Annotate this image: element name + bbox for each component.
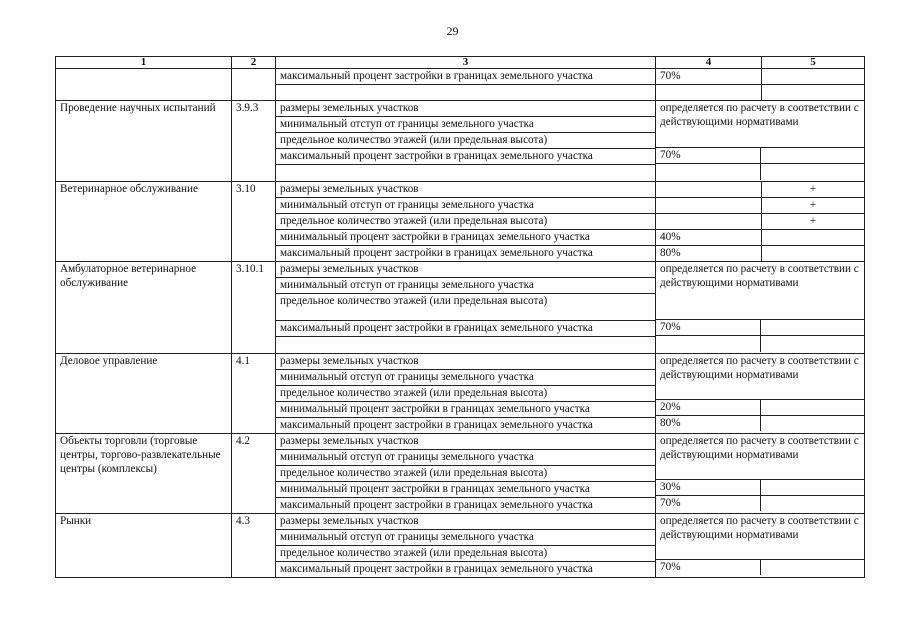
table-row — [56, 182, 865, 262]
param-setback: минимальный отступ от границы земельного участка — [276, 198, 655, 214]
use-name — [56, 69, 232, 101]
header-row — [56, 57, 865, 69]
header-col-5: 5 — [810, 57, 816, 68]
use-code: 3.9.3 — [232, 101, 276, 182]
table-row — [56, 69, 865, 101]
value-max-pct: 70% — [656, 69, 762, 85]
regulations-table-container — [55, 56, 864, 578]
header-col-1: 1 — [56, 57, 232, 69]
param-size: размеры земельных участков — [276, 182, 655, 198]
regulations-table — [55, 56, 865, 578]
params-cell — [276, 101, 656, 182]
calc-text: определяется по расчету в соответствии с действующими нормативами — [656, 514, 864, 560]
params-cell — [276, 262, 656, 354]
param-max-pct: максимальный процент застройки в границах земельного участка — [280, 563, 593, 575]
params-cell — [276, 182, 656, 262]
param-floors: предельное количество этажей (или предельная высота) — [276, 466, 655, 482]
calc-text: определяется по расчету в соответствии с действующими нормативами — [656, 354, 864, 400]
use-code: 3.10 — [232, 182, 276, 262]
param-setback: минимальный отступ от границы земельного участка — [276, 530, 655, 546]
use-name: Рынки — [56, 514, 232, 578]
value-max-pct: 70% — [656, 148, 760, 164]
use-name: Ветеринарное обслуживание — [56, 182, 232, 262]
values-cell — [656, 69, 865, 101]
param-max-pct: максимальный процент застройки в границах земельного участка — [280, 499, 593, 511]
use-code: 3.10.1 — [232, 262, 276, 354]
use-name: Деловое управление — [56, 354, 232, 434]
param-min-pct: минимальный процент застройки в границах земельного участка — [276, 402, 655, 418]
param-floors: предельное количество этажей (или предельная высота) — [276, 386, 655, 402]
calc-text: определяется по расчету в соответствии с действующими нормативами — [656, 101, 864, 148]
param-size: размеры земельных участков — [276, 101, 655, 117]
param-size: размеры земельных участков — [276, 434, 655, 450]
use-code: 4.1 — [232, 354, 276, 434]
param-floors: предельное количество этажей (или предельная высота) — [276, 214, 655, 230]
value-min-pct: 30% — [656, 480, 760, 496]
param-size: размеры земельных участков — [276, 262, 655, 278]
values-cell — [656, 434, 865, 514]
param-size: размеры земельных участков — [276, 514, 655, 530]
value-max-pct: 70% — [656, 320, 760, 336]
params-cell — [276, 434, 656, 514]
param-max-pct: максимальный процент застройки в границах земельного участка — [280, 247, 593, 259]
params-cell — [276, 69, 656, 101]
value-plus: + — [762, 198, 865, 214]
header-col-45 — [656, 57, 865, 69]
calc-text: определяется по расчету в соответствии с действующими нормативами — [656, 434, 864, 480]
param-max-pct: максимальный процент застройки в границах земельного участка — [276, 321, 655, 337]
param-floors: предельное количество этажей (или предельная высота) — [276, 133, 655, 149]
value-plus: + — [762, 182, 865, 198]
values-cell — [656, 514, 865, 578]
param-max-pct: максимальный процент застройки в границах земельного участка — [276, 149, 655, 165]
values-cell — [656, 182, 865, 262]
param-max-pct: максимальный процент застройки в границах земельного участка — [280, 419, 593, 431]
param-setback: минимальный отступ от границы земельного участка — [276, 278, 655, 294]
value-max-pct: 70% — [656, 560, 760, 576]
param-setback: минимальный отступ от границы земельного участка — [276, 370, 655, 386]
value-min-pct: 20% — [656, 400, 760, 416]
param-floors: предельное количество этажей (или предельная высота) — [276, 546, 655, 562]
table-row — [56, 262, 865, 354]
use-code: 4.2 — [232, 434, 276, 514]
table-row — [56, 354, 865, 434]
value-max-pct: 80% — [656, 246, 762, 262]
param-size: размеры земельных участков — [276, 354, 655, 370]
param-setback: минимальный отступ от границы земельного участка — [276, 117, 655, 133]
header-col-4: 4 — [656, 57, 762, 68]
use-code: 4.3 — [232, 514, 276, 578]
param-min-pct: минимальный процент застройки в границах земельного участка — [276, 482, 655, 498]
header-col-2: 2 — [232, 57, 276, 69]
page-number: 29 — [446, 24, 459, 38]
param-setback: минимальный отступ от границы земельного участка — [276, 450, 655, 466]
params-cell — [276, 354, 656, 434]
table-row — [56, 101, 865, 182]
value-min-pct: 40% — [656, 230, 762, 246]
use-name: Объекты торговли (торговые центры, торгово-развлекательные центры (комплексы) — [56, 434, 232, 514]
param-floors: предельное количество этажей (или предельная высота) — [276, 294, 655, 321]
header-col-3: 3 — [276, 57, 656, 69]
params-cell — [276, 514, 656, 578]
use-code — [232, 69, 276, 101]
values-cell — [656, 262, 865, 354]
value-max-pct: 70% — [656, 496, 760, 512]
values-cell — [656, 101, 865, 182]
param-max-pct: максимальный процент застройки в границах земельного участка — [276, 69, 655, 85]
table-row — [56, 514, 865, 578]
values-cell — [656, 354, 865, 434]
value-plus: + — [762, 214, 865, 230]
table-row — [56, 434, 865, 514]
use-name: Проведение научных испытаний — [56, 101, 232, 182]
calc-text: определяется по расчету в соответствии с действующими нормативами — [656, 262, 864, 320]
use-name: Амбулаторное ветеринарное обслуживание — [56, 262, 232, 354]
value-max-pct: 80% — [656, 416, 760, 432]
param-min-pct: минимальный процент застройки в границах земельного участка — [276, 230, 655, 246]
